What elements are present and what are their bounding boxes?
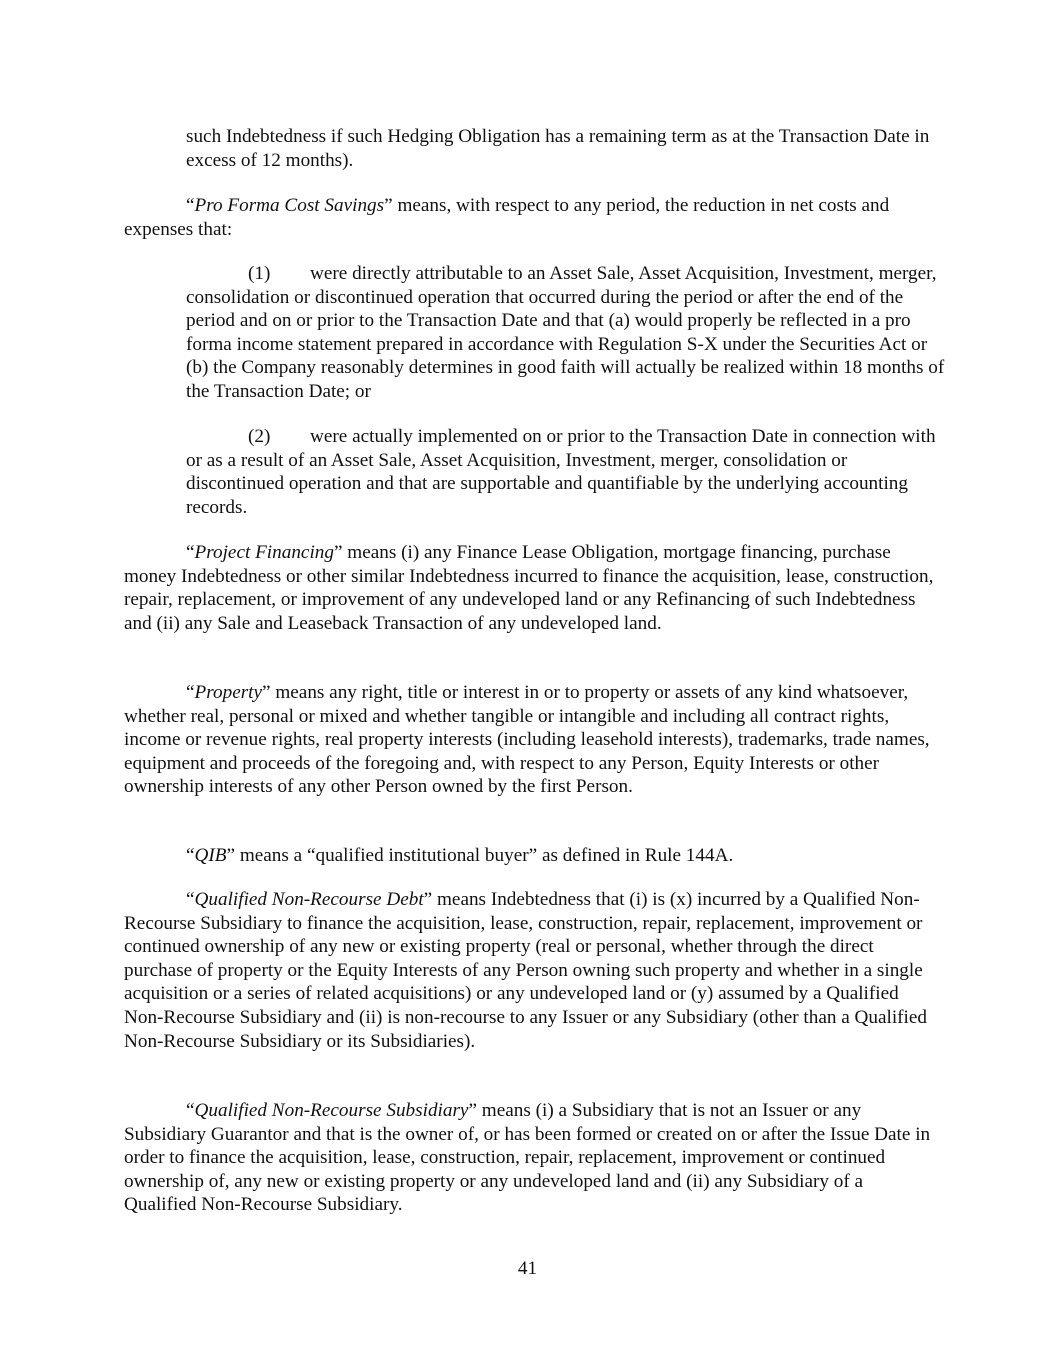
clause-text: were actually implemented on or prior to the Transaction Date in connection with or as a result of an Asset Sale, Asset Acquisition, Investment, merger, consolidation or discontinued operation and that are supportable and quantifiable by the underlying accounting records. (186, 426, 936, 518)
definition-text: means any right, title or interest in or to property or assets of any kind whatsoever, whether real, personal or mixed and whether tangible or intangible and including all contract rights, income or revenue rights, real property interests (including leasehold interests), trademarks, trade names, equipment and proceeds of the foregoing and, with respect to any Person, Equity Interests or other ownership interests of any other Person owned by the first Person. (124, 682, 930, 798)
continuation-text: such Indebtedness if such Hedging Obligation has a remaining term as at the Transaction Date in excess of 12 months). (186, 126, 930, 171)
definition-qualified-non-recourse-debt (124, 888, 934, 1053)
continuation-paragraph (186, 125, 946, 172)
open-quote: “ (186, 1100, 195, 1121)
open-quote: “ (186, 195, 195, 216)
definition-text: means a “qualified institutional buyer” as defined in Rule 144A. (235, 845, 734, 866)
definition-text: means (i) a Subsidiary that is not an Issuer or any Subsidiary Guarantor and that is the owner of, or has been formed or created on or after the Issue Date in order to finance the acquisition, lease, construction, repair, replacement, improvement or continued ownership of, any new or existing property or any undeveloped land and (ii) any Subsidiary of a Qualified Non-Recourse Subsidiary. (124, 1100, 931, 1216)
open-quote: “ (186, 889, 195, 910)
page-number: 41 (517, 1258, 538, 1279)
definition-text: means Indebtedness that (i) is (x) incurred by a Qualified Non-Recourse Subsidiary to finance the acquisition, lease, construction, repair, replacement, improvement or continued ownership of any new or existing property (real or personal, whether through the direct purchase of property or the Equity Interests of any Person owning such property and whether in a single acquisition or a series of related acquisitions) or any undeveloped land or (y) assumed by a Qualified Non-Recourse Subsidiary and (ii) is non-recourse to any Issuer or any Subsidiary (other than a Qualified Non-Recourse Subsidiary or its Subsidiaries). (124, 889, 927, 1052)
close-quote: ” (226, 845, 236, 866)
defined-term: Qualified Non-Recourse Subsidiary (194, 1100, 469, 1121)
defined-term: Property (194, 682, 263, 703)
open-quote: “ (186, 682, 195, 703)
defined-term: Qualified Non-Recourse Debt (194, 889, 424, 910)
definition-text: means, with respect to any period, the reduction in net costs and expenses that: (124, 195, 890, 240)
close-quote: ” (468, 1100, 477, 1121)
clause-1 (186, 262, 946, 404)
clause-text: were directly attributable to an Asset Sale, Asset Acquisition, Investment, merger, consolidation or discontinued operation that occurred during the period or after the end of the period and on or prior to the Transaction Date and that (a) would properly be reflected in a pro forma income statement prepared in accordance with Regulation S-X under the Securities Act or (b) the Company reasonably determines in good faith will actually be realized within 18 months of the Transaction Date; or (186, 263, 945, 402)
close-quote: ” (262, 682, 271, 703)
close-quote: ” (423, 889, 433, 910)
open-quote: “ (186, 845, 195, 866)
close-quote: ” (384, 195, 393, 216)
definition-text: means (i) any Finance Lease Obligation, mortgage financing, purchase money Indebtedness or other similar Indebtedness incurred to finance the acquisition, lease, construction, repair, replacement, or improvement of any undeveloped land or any Refinancing of such Indebtedness and (ii) any Sale and Leaseback Transaction of any undeveloped land. (124, 542, 934, 634)
clause-number: (2) (248, 426, 271, 447)
clause-2 (186, 425, 946, 519)
definition-pro-forma-cost-savings (124, 194, 934, 241)
close-quote: ” (333, 542, 343, 563)
definition-qualified-non-recourse-subsidiary (124, 1099, 934, 1217)
defined-term: Project Financing (194, 542, 334, 563)
definition-property (124, 681, 934, 799)
defined-term: QIB (194, 845, 227, 866)
definition-qib (124, 844, 934, 868)
definition-project-financing (124, 541, 934, 635)
clause-number: (1) (248, 263, 271, 284)
open-quote: “ (186, 542, 195, 563)
defined-term: Pro Forma Cost Savings (194, 195, 385, 216)
